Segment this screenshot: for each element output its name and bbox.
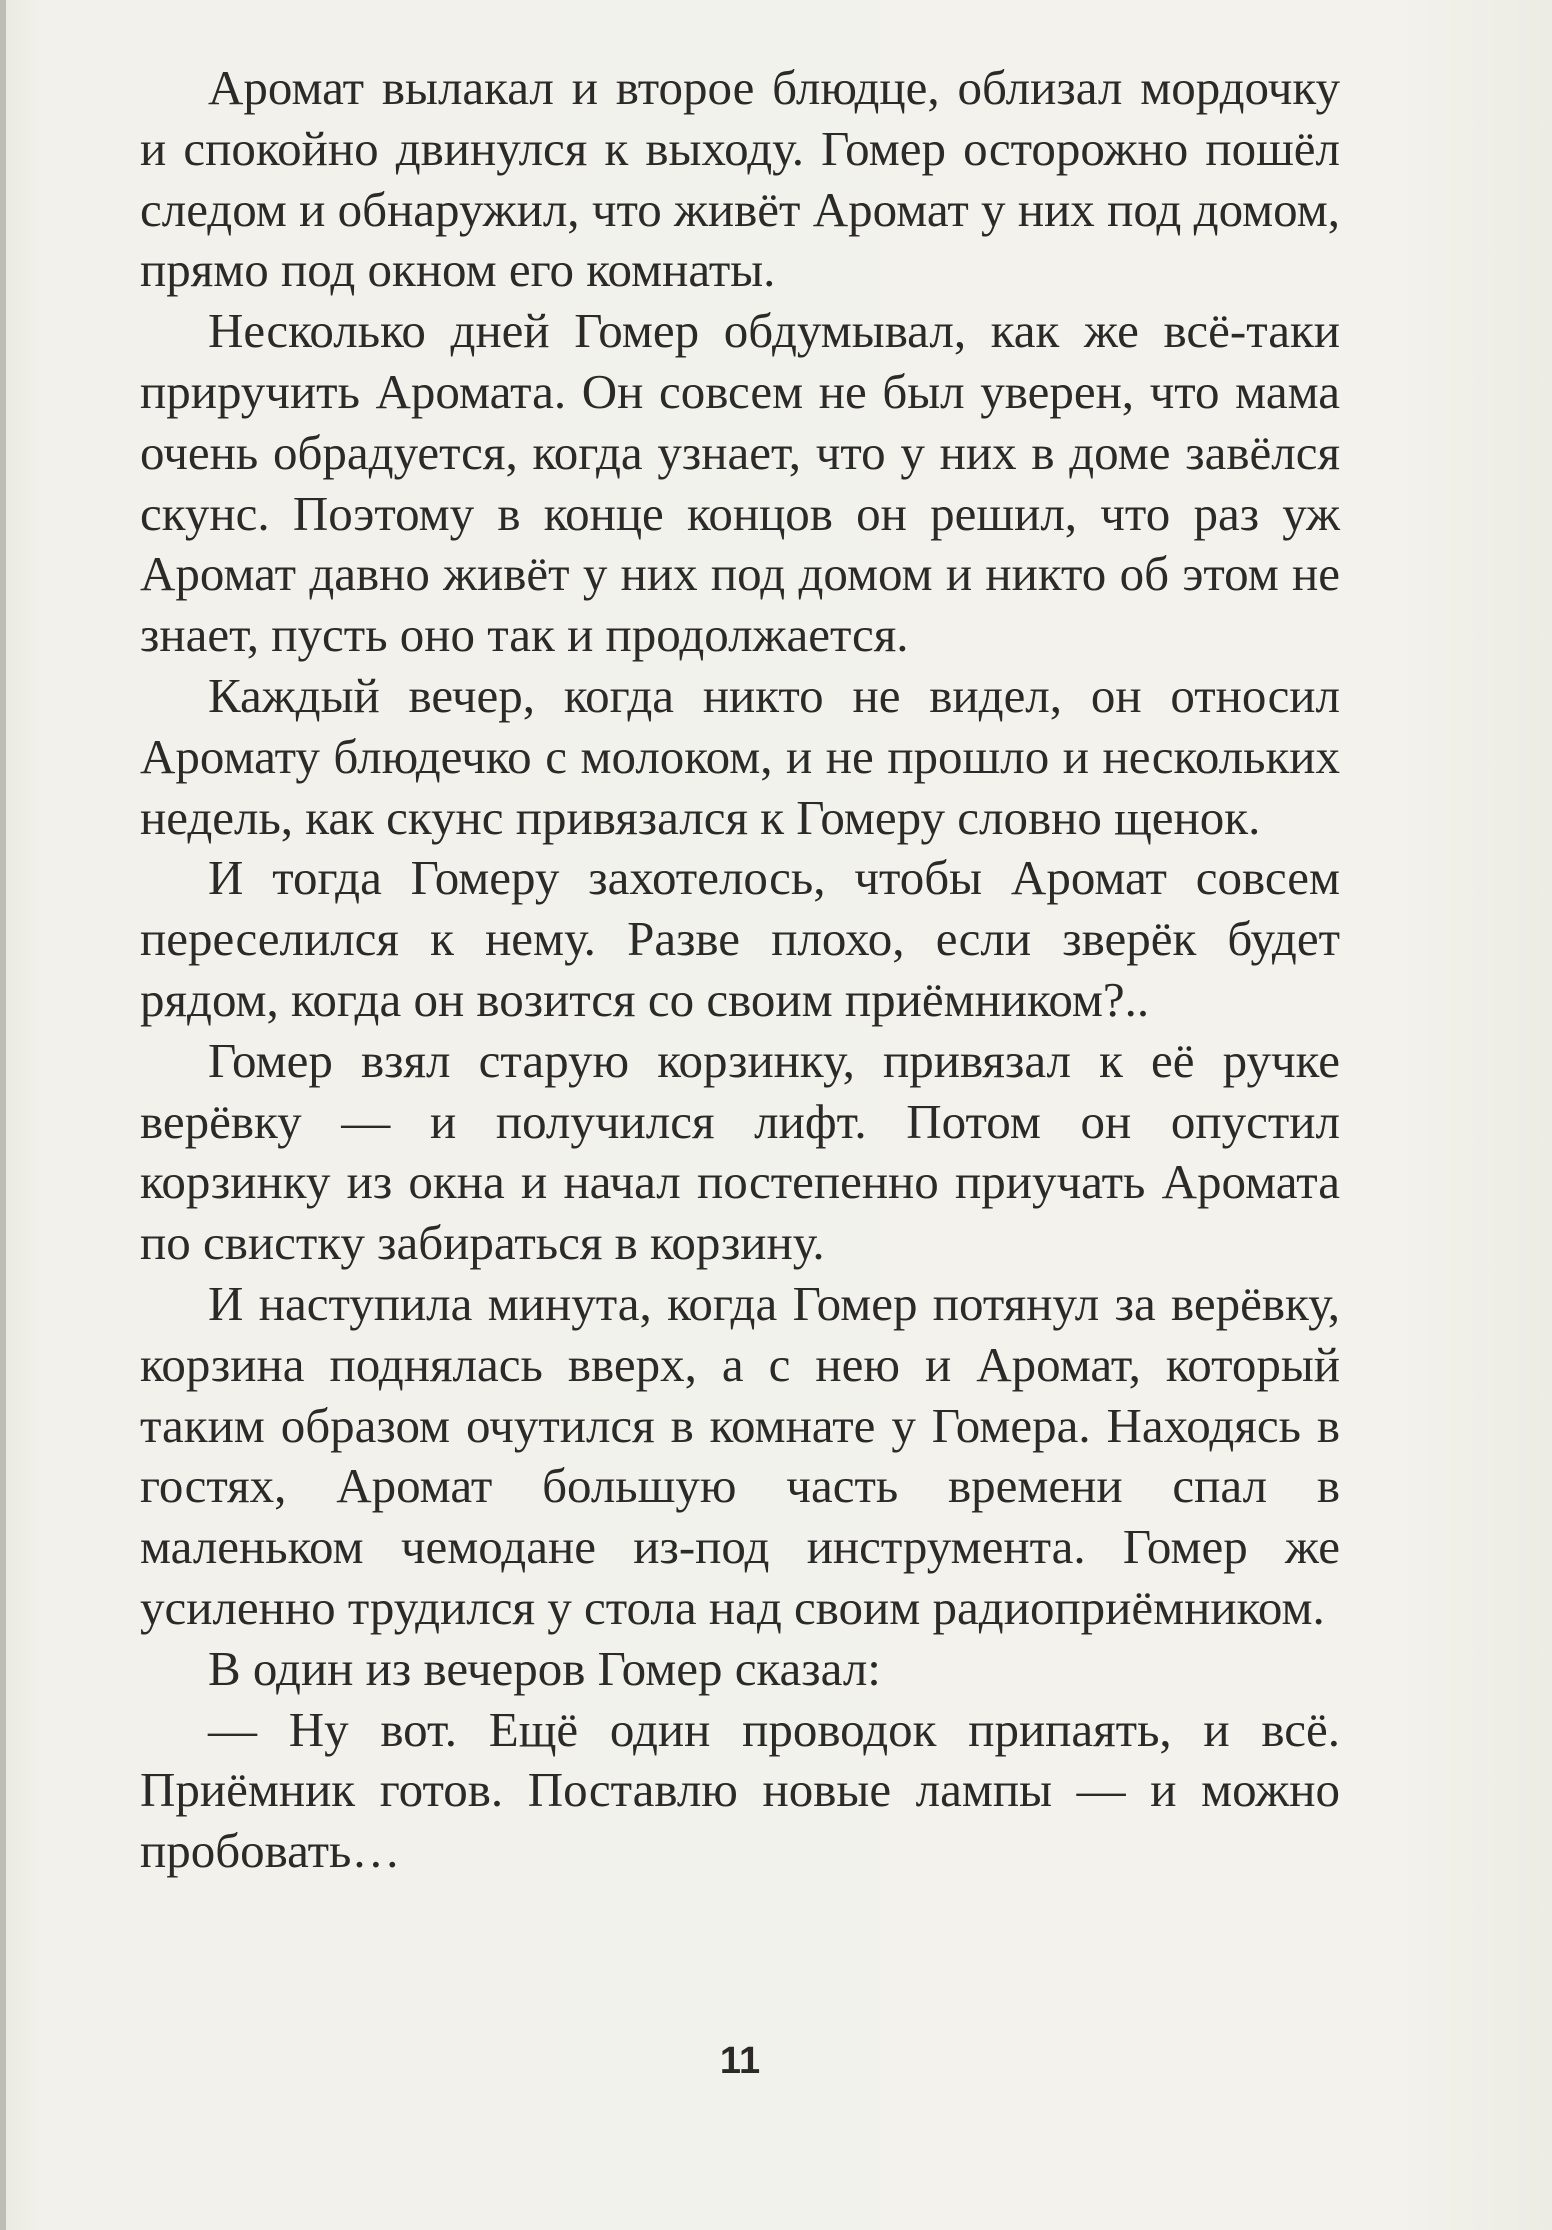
paragraph: Гомер взял старую корзинку, привязал к её ручке верёвку — и получился лифт. Потом он опустил корзинку из окна и начал постепенно приучать Аромата по свистку забираться в корзину. xyxy=(140,1032,1340,1271)
paragraph: В один из вечеров Гомер сказал: xyxy=(208,1640,881,1696)
body-text xyxy=(140,58,1340,1882)
paragraph: Несколько дней Гомер обдумывал, как же всё-таки приручить Аромата. Он совсем не был уверен, что мама очень обрадуется, когда узнает, что у них в доме завёлся скунс. Поэтому в конце концов он решил, что раз уж Аромат давно живёт у них под домом и никто об этом не знает, пусть оно так и продолжается. xyxy=(140,303,1340,663)
page-edge-shadow xyxy=(0,0,6,2230)
page-number: 11 xyxy=(719,2040,761,2082)
paragraph: Аромат вылакал и второе блюдце, облизал мордочку и спокойно двинулся к выходу. Гомер осторожно пошёл следом и обнаружил, что живёт Аромат у них под домом, прямо под окном его комнаты. xyxy=(140,60,1340,298)
paragraph: Каждый вечер, когда никто не видел, он относил Аромату блюдечко с молоком, и не прошло и нескольких недель, как скунс привязался к Гомеру словно щенок. xyxy=(140,667,1340,845)
paragraph: И тогда Гомеру захотелось, чтобы Аромат совсем переселился к нему. Разве плохо, если зверёк будет рядом, когда он возится со своим приёмником?.. xyxy=(140,850,1340,1027)
paragraph: — Ну вот. Ещё один проводок припаять, и всё. Приёмник готов. Поставлю новые лампы — и можно пробовать… xyxy=(140,1701,1340,1879)
paragraph: И наступила минута, когда Гомер потянул за верёвку, корзина поднялась вверх, а с нею и Аромат, который таким образом очутился в комнате у Гомера. Находясь в гостях, Аромат большую часть времени спал в маленьком чемодане из-под инструмента. Гомер же усиленно трудился у стола над своим радиоприёмником. xyxy=(140,1275,1340,1635)
